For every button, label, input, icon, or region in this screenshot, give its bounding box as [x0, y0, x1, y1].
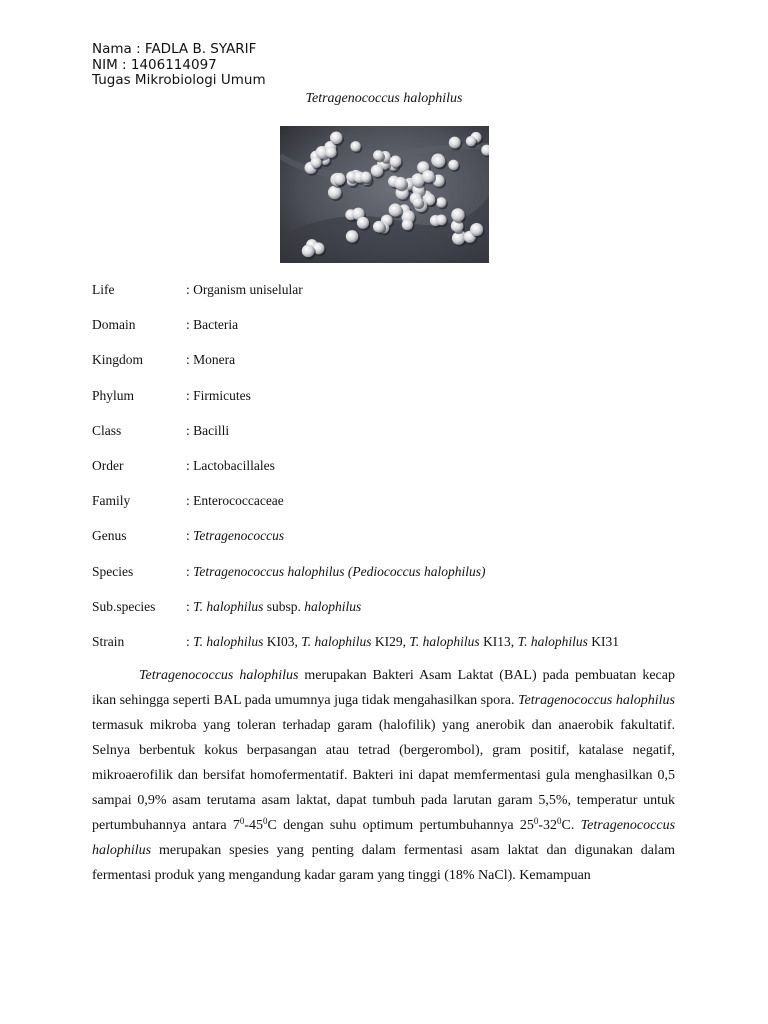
- taxonomy-value: : Enterococcaceae: [186, 493, 284, 509]
- taxonomy-label: Class: [92, 422, 122, 438]
- degree-superscript: 0: [263, 816, 268, 826]
- colon-prefix: :: [186, 633, 194, 649]
- species-name-italic: Tetragenococcus halophilus: [518, 693, 675, 708]
- colon-prefix: :: [186, 528, 194, 544]
- strain-species: T. halophilus: [517, 633, 588, 649]
- taxonomy-value: [186, 634, 619, 650]
- paragraph-text: -32: [538, 818, 558, 833]
- document-title: Tetragenococcus halophilus: [305, 91, 463, 106]
- taxonomy-value: : Bacteria: [186, 317, 239, 333]
- species-name-italic: Tetragenococcus halophilus: [92, 818, 676, 858]
- paragraph-text: merupakan Bakteri Asam Laktat (BAL) pada pembuatan kecap ikan sehingga seperti BAL pada umumnya juga tidak mengahasilkan spora.: [92, 668, 675, 708]
- paragraph-text: -45: [244, 818, 264, 833]
- taxonomy-label: Family: [92, 493, 131, 509]
- colon-prefix: :: [186, 598, 194, 614]
- taxonomy-label: Kingdom: [92, 352, 144, 368]
- paragraph-text: termasuk mikroba yang toleran terhadap garam (halofilik) yang anerobik dan anaerobik fakultatif. Selnya berbentuk kokus berpasangan atau tetrad (bergerombol), gram positif, katalase negatif, mikroaerofilik dan bersifat homofermentatif. Bakteri ini dapat memfermentasi gula menghasilkan 0,5 sampai 0,9% asam terutama asam laktat, dapat tumbuh pada larutan garam 5,5%, temperatur untuk pertumbuhannya antara 7: [92, 718, 675, 833]
- description-paragraph: [92, 663, 675, 888]
- taxonomy-value: : Lactobacillales: [186, 457, 275, 473]
- taxonomy-label: Species: [92, 563, 134, 579]
- taxonomy-label: Sub.species: [92, 598, 156, 614]
- assignment-title: Tugas Mikrobiologi Umum: [92, 72, 266, 88]
- strain-code: KI31: [587, 633, 619, 649]
- taxonomy-label: Life: [92, 282, 115, 297]
- student-name: Nama : FADLA B. SYARIF: [92, 41, 257, 57]
- subspecies-epithet: halophilus: [304, 598, 362, 614]
- paragraph-text: merupakan spesies yang penting dalam fermentasi asam laktat dan digunakan dalam fermentasi produk yang mengandung kadar garam yang tinggi (18% NaCl). Kemampuan: [92, 843, 675, 883]
- degree-superscript: 0: [557, 816, 562, 826]
- taxonomy-value: : Organism uniselular: [186, 282, 303, 297]
- strain-code: KI13,: [479, 633, 518, 649]
- taxonomy-label: Genus: [92, 528, 127, 544]
- strain-code: KI03,: [263, 633, 302, 649]
- paragraph-text: C.: [561, 818, 581, 833]
- taxonomy-value: : Bacilli: [186, 422, 230, 438]
- strain-species: T. halophilus: [193, 633, 264, 649]
- subspecies-abbrev: subsp.: [263, 598, 305, 614]
- taxonomy-value: : Monera: [186, 352, 236, 368]
- paragraph-text: C dengan suhu optimum pertumbuhannya 25: [267, 818, 534, 833]
- genus-name: Tetragenococcus: [193, 528, 285, 544]
- taxonomy-value: [186, 528, 284, 544]
- subspecies-genus: T. halophilus: [193, 598, 264, 614]
- taxonomy-value: [186, 564, 485, 580]
- bacteria-micrograph-image: [280, 126, 489, 263]
- taxonomy-label: Strain: [92, 633, 125, 649]
- taxonomy-value: : Firmicutes: [186, 387, 251, 403]
- document-header: [92, 42, 266, 89]
- species-name-italic: Tetragenococcus halophilus: [139, 668, 299, 683]
- student-nim: NIM : 1406114097: [92, 56, 217, 73]
- colon-prefix: :: [186, 563, 194, 579]
- taxonomy-label: Order: [92, 457, 124, 473]
- strain-species: T. halophilus: [301, 633, 372, 649]
- taxonomy-label: Phylum: [92, 387, 135, 403]
- degree-superscript: 0: [533, 816, 539, 826]
- strain-species: T. halophilus: [409, 633, 480, 649]
- taxonomy-value: [186, 599, 361, 615]
- taxonomy-label: Domain: [92, 317, 136, 333]
- strain-code: KI29,: [371, 633, 410, 649]
- species-name: Tetragenococcus halophilus (Pediococcus halophilus): [193, 563, 486, 579]
- degree-superscript: 0: [239, 816, 245, 826]
